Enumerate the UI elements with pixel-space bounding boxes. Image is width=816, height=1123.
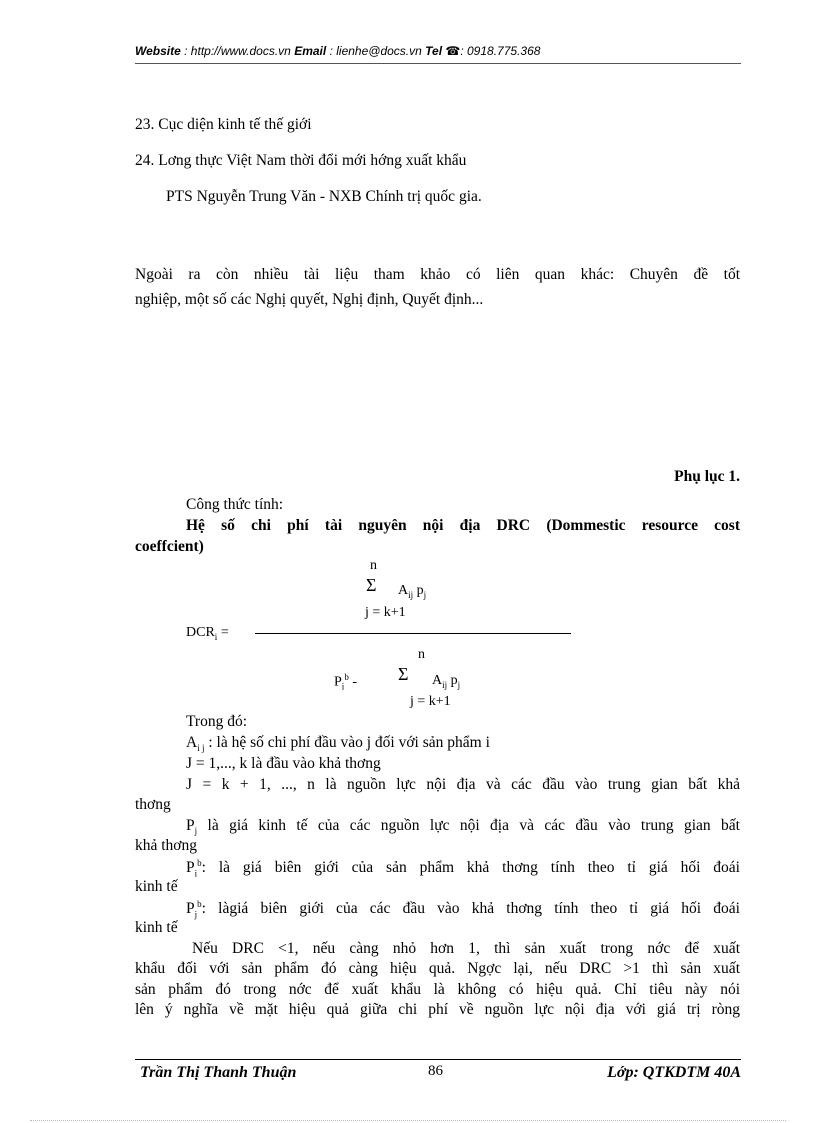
tel-label: Tel	[425, 44, 443, 58]
definition-pj-line-1: $P_j$ là giá kinh tế của các nguồn lực nội địa và các đầu vào trung gian bất	[186, 817, 740, 837]
definition-pib-line-1: $P_i^b$: là giá biên giới của sản phẩm khả thơng tính theo tỉ giá hối đoái	[186, 858, 740, 879]
denominator-border-price: $P_i^b$ -	[334, 672, 357, 692]
website-label: Website	[135, 44, 181, 58]
denominator-sigma: Σ	[398, 664, 409, 684]
other-refs-line-2: nghiệp, một số các Nghị quyết, Nghị định, Quyết định...	[135, 291, 484, 308]
formula-intro: Công thức tính:	[186, 496, 284, 513]
numerator-upper-limit: n	[370, 558, 377, 573]
definition-j-tradable: J = 1,..., k là đầu vào khả thơng	[186, 755, 381, 772]
drc-paragraph-line-3: sản phẩm đó trong nớc để xuất khẩu là không có hiệu quả. Chỉ tiêu này nói	[135, 981, 740, 998]
drc-paragraph-line-1: Nếu DRC <1, nếu càng nhỏ hơn 1, thì sản xuất trong nớc để xuất	[192, 940, 740, 957]
appendix-heading-line-1: Hệ số chi phí tài nguyên nội địa DRC (Dommestic resource cost	[186, 517, 740, 534]
email-label: Email	[294, 44, 327, 58]
drc-paragraph-line-2: khẩu đối với sản phẩm đó càng hiệu quả. Ngợc lại, nếu DRC >1 thì sản xuất	[135, 960, 740, 977]
website-value: : http://www.docs.vn	[184, 44, 291, 58]
definition-pj-line-2: khả thơng	[135, 837, 198, 854]
reference-item-24: 24. Lơng thực Việt Nam thời đổi mới hớng xuất khẩu	[135, 152, 467, 169]
definition-j-nontradable-line-2: thơng	[135, 796, 171, 813]
header-divider	[135, 63, 741, 64]
page-number: 86	[428, 1063, 443, 1079]
definition-pjb-line-2: kinh tế	[135, 919, 178, 936]
page-header	[135, 44, 540, 58]
numerator-sigma: Σ	[366, 575, 377, 595]
formula-lhs: $DCR_i$ =	[186, 625, 229, 642]
email-value: : lienhe@docs.vn	[329, 44, 422, 58]
numerator-lower-limit: j = k+1	[365, 605, 406, 620]
footer-author: Trần Thị Thanh Thuận	[140, 1064, 297, 1081]
denominator-upper-limit: n	[418, 647, 425, 662]
reference-item-24-author: PTS Nguyễn Trung Văn - NXB Chính trị quốc gia.	[166, 188, 482, 205]
definition-aij: $A_{i j}$ : là hệ số chi phí đầu vào j đối với sản phẩm i	[186, 734, 490, 754]
definition-pjb-line-1: $P_j^b$: làgiá biên giới của các đầu vào khả thơng tính theo tỉ giá hối đoái	[186, 899, 740, 920]
reference-item-23: 23. Cục diện kinh tế thế giới	[135, 116, 312, 133]
appendix-title: Phụ lục 1.	[674, 468, 740, 485]
page-bottom-border	[30, 1120, 786, 1121]
definitions-intro: Trong đó:	[186, 713, 248, 730]
tel-value: : 0918.775.368	[460, 44, 541, 58]
denominator-term: $A_{ij}$ $p_j$	[432, 673, 461, 690]
fraction-bar	[255, 633, 571, 634]
drc-paragraph-line-4: lên ý nghĩa về mặt hiệu quả giữa chi phí về nguồn lực nội địa với giá trị ròng	[135, 1001, 740, 1018]
definition-pib-line-2: kinh tế	[135, 878, 178, 895]
other-refs-line-1: Ngoài ra còn nhiều tài liệu tham khảo có liên quan khác: Chuyên đề tốt	[135, 266, 740, 283]
footer-divider	[135, 1059, 741, 1060]
footer-class: Lớp: QTKDTM 40A	[607, 1064, 741, 1081]
appendix-heading-line-2: coeffcient)	[135, 538, 204, 555]
denominator-lower-limit: j = k+1	[410, 694, 451, 709]
numerator-term: $A_{ij}$ $p_j$	[398, 583, 427, 600]
definition-j-nontradable-line-1: J = k + 1, ..., n là nguồn lực nội địa và các đầu vào trung gian bất khả	[186, 776, 740, 793]
phone-icon: ☎	[445, 44, 461, 58]
